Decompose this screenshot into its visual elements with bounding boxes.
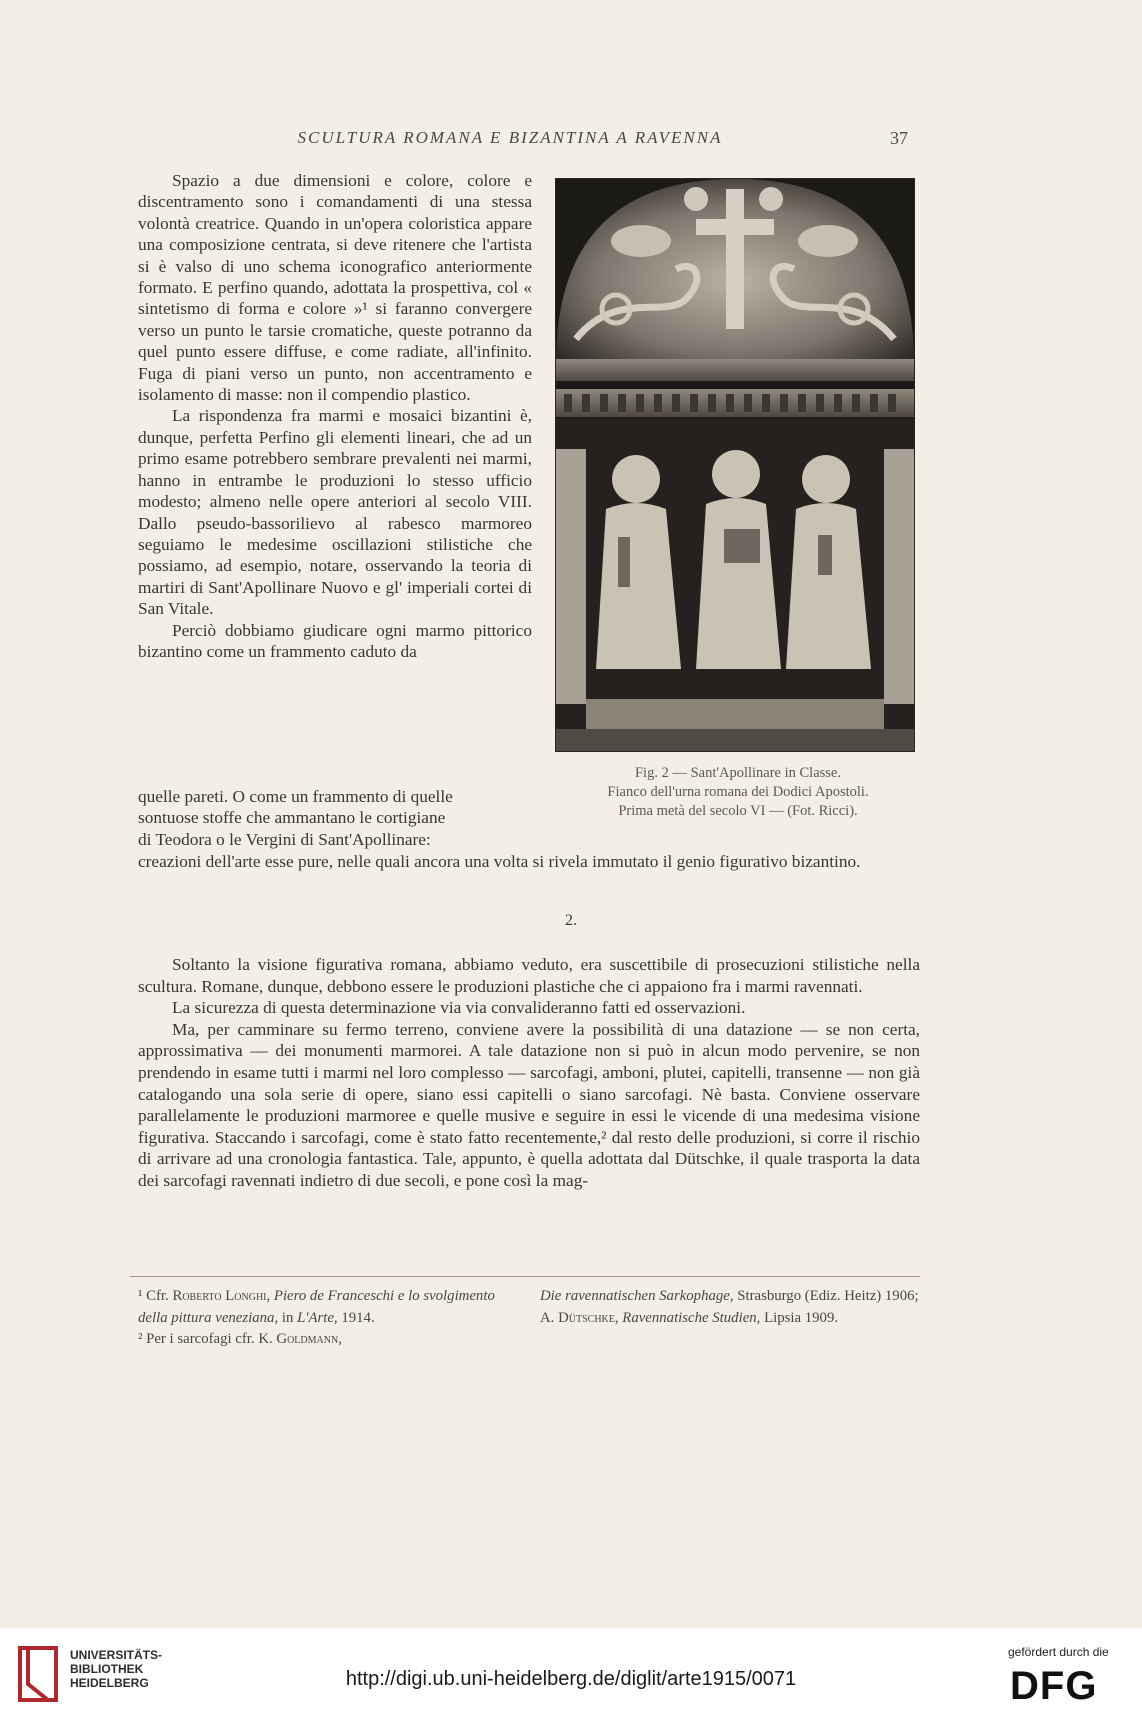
footnote-text: ² Per i sarcofagi cfr. [138,1331,255,1347]
footnote-2 [138,1329,528,1351]
caption-line: Prima metà del secolo VI — (Fot. Ricci). [618,803,858,819]
footnote-title: Ravennatische Studien, [622,1309,761,1326]
text-line: di Teodora o le Vergini di Sant'Apollinare: [138,830,431,849]
paragraph: La sicurezza di questa determinazione via via convalideranno fatti ed osservazioni. [172,998,746,1018]
footnote-text: Lipsia 1909. [764,1309,839,1326]
text-line: sontuose stoffe che ammantano le cortigiane [138,808,446,828]
footnote-2-continued [540,1308,930,1330]
paragraph: Perciò dobbiamo giudicare ogni marmo pittorico bizantino come un frammento caduto da [138,620,532,661]
footnote-journal: L'Arte, [297,1309,338,1326]
footnote-1 [138,1286,528,1329]
relief-photo-illustration [556,179,914,751]
continuation-paragraph [138,851,920,873]
paragraph: Ma, per camminare su fermo terreno, conviene avere la possibilità di una datazione — se non certa, approssimativa — dei monumenti marmorei. A tale datazione non si può in alcun modo pervenire, se non prendendo in esame tutti i marmi nel loro complesso — sarcofagi, amboni, plutei, capitelli, transenne — non già catalogando una sola serie di opere, siano essi capitelli o siano sarcofagi. Nè basta. Conviene osservare parallelamente le produzioni marmoree e quelle musive e seguire in essi le vicende di una medesima visione figurativa. Staccando i sarcofagi, come è stato fatto recentemente,² dal resto delle produzioni, si corre il rischio di arrivare ad una cronologia fantastica. Tale, appunto, è quella adottata dal Dütschke, il quale trasporta la data dei sarcofagi ravennati indietro di due secoli, e pone così la mag- [138,1019,920,1190]
footnote-author: K. Goldmann, [258,1331,342,1347]
paragraph: Soltanto la visione figurativa romana, abbiamo veduto, era suscettibile di prosecuzioni stilistiche nella scultura. Romane, dunque, debbono essere le produzioni plastiche che ci appaiono fra i marmi ravennati. [138,955,920,996]
section-2-body [138,954,920,1192]
footnote-author: Roberto Longhi, [172,1288,271,1304]
caption-line: Fianco dell'urna romana dei Dodici Apostoli. [607,784,869,800]
left-column-lower [138,786,532,829]
funding-label: gefördert durch die [1008,1645,1109,1659]
library-line: BIBLIOTHEK [70,1662,144,1676]
paragraph: La rispondenza fra marmi e mosaici bizantini è, dunque, perfetta Perfino gli elementi lineari, che ad un primo esame potrebbero sembrare prevalenti nei marmi, hanno in entrambe le produzioni lo stesso ufficio modesto; almeno nelle opere anteriori al secolo VIII. Dallo pseudo-bassorilievo al rabesco marmoreo seguiamo le medesime oscillazioni stilistiche che possiamo, ad esempio, notare, osservando la teoria di martiri di Sant'Apollinare Nuovo e gl' imperiali cortei di San Vitale. [138,406,532,619]
source-url[interactable]: http://digi.ub.uni-heidelberg.de/diglit/arte1915/0071 [345,1668,797,1690]
library-line: HEIDELBERG [70,1676,149,1690]
caption-line: Fig. 2 — Sant'Apollinare in Classe. [634,765,841,781]
left-column [138,170,532,662]
figure-photo [555,178,915,752]
library-line: UNIVERSITÄTS- [70,1648,163,1662]
footnote-author: A. Dütschke, [540,1309,619,1326]
footnote-text: Strasburgo (Ediz. Heitz) 1906; [737,1288,919,1304]
footnote-text: in [281,1309,294,1326]
page-number: 37 [890,128,908,148]
paragraph: creazioni dell'arte esse pure, nelle quali ancora una volta si rivela immutato il genio figurativo bizantino. [138,852,861,871]
full-width-line [138,829,920,851]
dfg-logo: DFG [1010,1664,1098,1708]
figure-caption [548,764,928,821]
text-line: quelle pareti. O come un frammento di quelle [138,787,453,806]
footnote-text: 1914. [341,1309,375,1326]
footnote-title: Piero de Franceschi e lo svolgimento della pittura veneziana, [138,1288,495,1326]
footnote-divider [130,1276,920,1277]
footnotes-left [138,1286,528,1351]
footnote-text: ¹ Cfr. [138,1288,169,1304]
section-number: 2. [565,912,577,929]
running-head: SCULTURA ROMANA E BIZANTINA A RAVENNA [297,128,723,147]
footnote-2-continued [540,1286,930,1308]
paragraph: Spazio a due dimensioni e colore, colore e discentramento sono i comandamenti di una stessa volontà creatrice. Quando in un'opera coloristica appare una composizione centrata, si deve ritenere che l'artista si è valso di uno schema iconografico anteriormente formato. E perfino quando, adottata la prospettiva, col « sintetismo di forma e colore »¹ si faranno convergere verso un punto le tarsie cromatiche, queste potranno da quel punto essere diffuse, e come radiate, all'infinito. Fuga di piani verso un punto, non accentramento e isolamento di masse: non il compendio plastico. [138,171,532,405]
footnote-title: Die ravennatischen Sarkophage, [540,1288,734,1304]
footnotes-right [540,1286,930,1329]
